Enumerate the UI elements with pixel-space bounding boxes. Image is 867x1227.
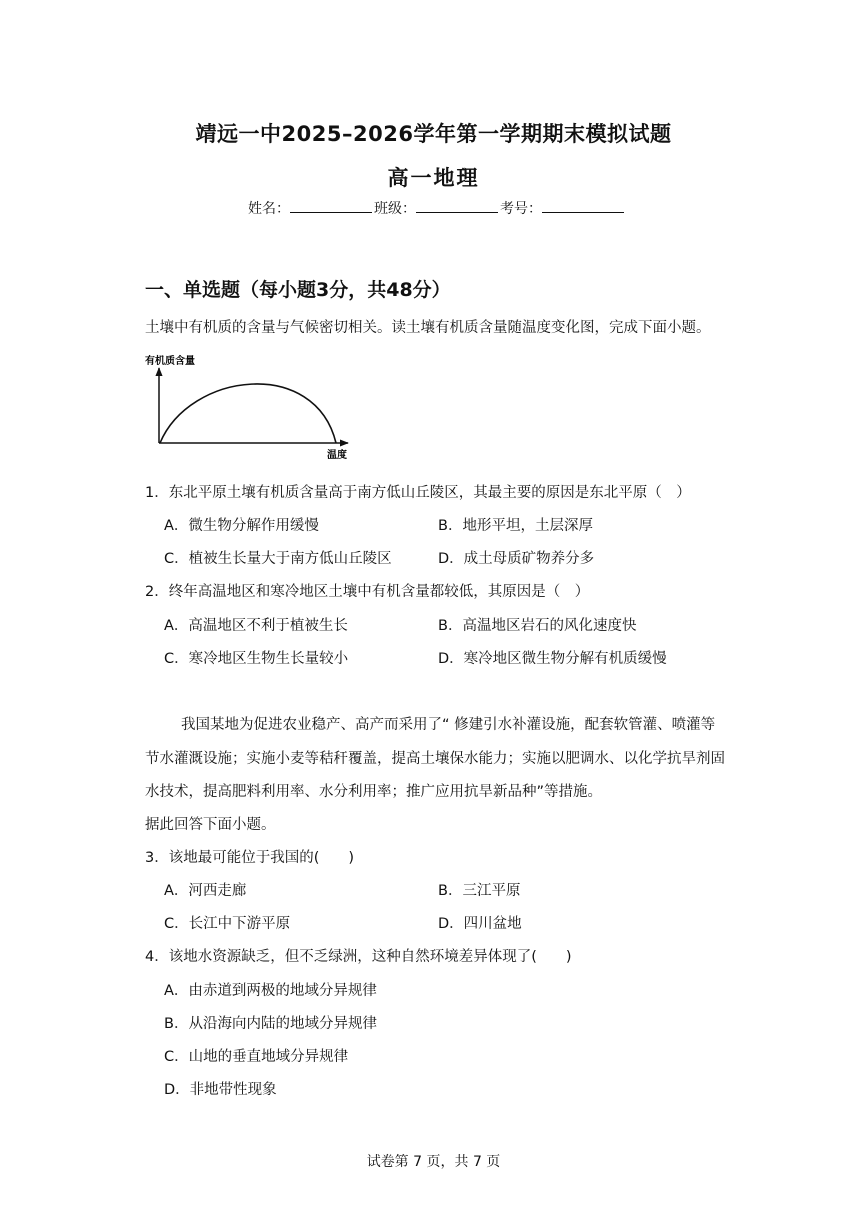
question-2-option-b[interactable]: B．高温地区岩石的风化速度快 (438, 618, 637, 634)
question-2-option-c[interactable]: C．寒冷地区生物生长量较小 (164, 651, 349, 667)
x-axis-label: 温度 (327, 450, 347, 461)
question-3-option-d[interactable]: D．四川盆地 (438, 916, 522, 932)
organic-matter-curve (160, 384, 336, 443)
exam-title: 靖远一中2025–2026学年第一学期期末模拟试题 (195, 122, 672, 146)
exam-subject: 高一地理 (387, 166, 480, 190)
question-1-option-d[interactable]: D．成土母质矿物养分多 (438, 551, 595, 567)
question-2-option-a[interactable]: A．高温地区不利于植被生长 (164, 618, 348, 634)
class-label: 班级： (374, 201, 416, 217)
question-3-option-b[interactable]: B．三江平原 (438, 883, 521, 899)
question-4-stem: 4．该地水资源缺乏，但不乏绿洲，这种自然环境差异体现了( ) (145, 949, 572, 965)
name-blank (290, 200, 372, 213)
passage-2-line-2: 节水灌溉设施；实施小麦等秸秆覆盖，提高土壤保水能力；实施以肥调水、以化学抗旱剂固 (145, 751, 725, 767)
student-info-line (248, 198, 626, 218)
question-3-option-c[interactable]: C．长江中下游平原 (164, 916, 291, 932)
organic-matter-temperature-figure (140, 352, 360, 462)
question-4-option-c[interactable]: C．山地的垂直地域分异规律 (164, 1049, 349, 1065)
class-blank (416, 200, 498, 213)
id-blank (542, 200, 624, 213)
question-3-stem: 3．该地最可能位于我国的( ) (145, 850, 355, 866)
id-label: 考号： (500, 201, 542, 217)
passage-1: 土壤中有机质的含量与气候密切相关。读土壤有机质含量随温度变化图，完成下面小题。 (145, 320, 711, 336)
question-1-option-a[interactable]: A．微生物分解作用缓慢 (164, 518, 319, 534)
name-label: 姓名： (248, 201, 290, 217)
section-heading: 一、单选题（每小题3分，共48分） (145, 279, 451, 301)
y-axis-label: 有机质含量 (145, 356, 195, 367)
question-1-option-b[interactable]: B．地形平坦，土层深厚 (438, 518, 593, 534)
passage-2-line-1: 我国某地为促进农业稳产、高产而采用了“ 修建引水补灌设施，配套软管灌、喷灌等 (181, 717, 716, 733)
passage-2-line-4: 据此回答下面小题。 (145, 817, 276, 833)
page-footer: 试卷第 7 页，共 7 页 (366, 1154, 501, 1170)
question-4-option-b[interactable]: B．从沿海向内陆的地域分异规律 (164, 1016, 377, 1032)
question-2-stem: 2．终年高温地区和寒冷地区土壤中有机含量都较低，其原因是（ ） (145, 584, 590, 600)
question-4-option-a[interactable]: A．由赤道到两极的地域分异规律 (164, 983, 377, 999)
passage-2-line-3: 水技术，提高肥料利用率、水分利用率；推广应用抗旱新品种”等措施。 (145, 784, 603, 800)
question-1-option-c[interactable]: C．植被生长量大于南方低山丘陵区 (164, 551, 392, 567)
question-3-option-a[interactable]: A．河西走廊 (164, 883, 247, 899)
question-2-option-d[interactable]: D．寒冷地区微生物分解有机质缓慢 (438, 651, 667, 667)
question-1-stem: 1．东北平原土壤有机质含量高于南方低山丘陵区，其最主要的原因是东北平原（ ） (145, 485, 691, 501)
question-4-option-d[interactable]: D．非地带性现象 (164, 1082, 277, 1098)
